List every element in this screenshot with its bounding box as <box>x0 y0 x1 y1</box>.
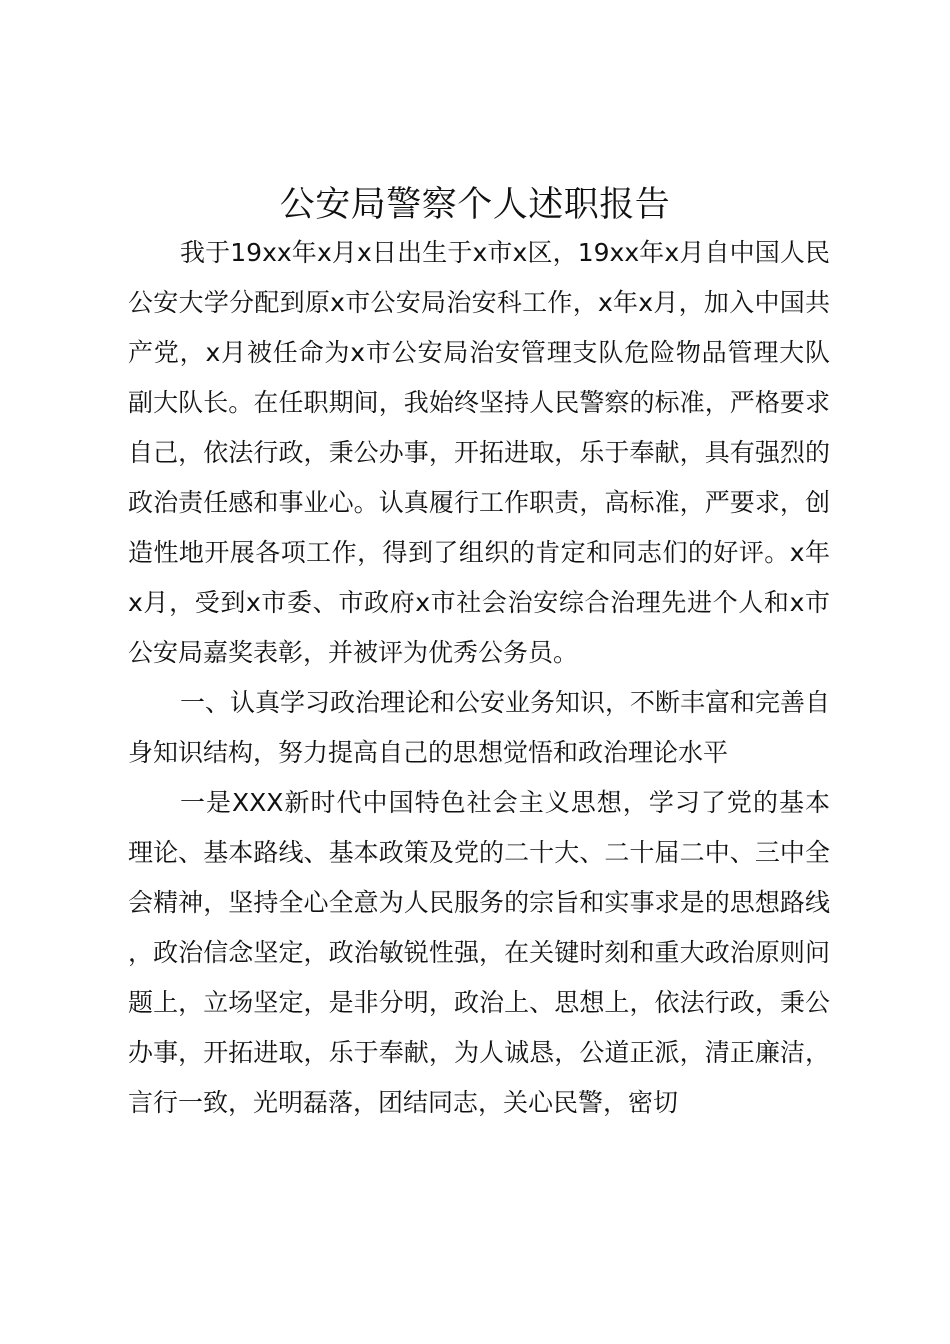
paragraph-section-1-point-1: 一是XXX新时代中国特色社会主义思想，学习了党的基本理论、基本路线、基本政策及党的二十大、二十届二中、三中全会精神，坚持全心全意为人民服务的宗旨和实事求是的思想路线，政治信念坚定，政治敏锐性强，在关键时刻和重大政治原则问题上，立场坚定，是非分明，政治上、思想上，依法行政，秉公办事，开拓进取，乐于奉献，为人诚恳，公道正派，清正廉洁，言行一致，光明磊落，团结同志，关心民警，密切 <box>128 788 830 1117</box>
section-heading-1: 一、认真学习政治理论和公安业务知识，不断丰富和完善自身知识结构，努力提高自己的思想觉悟和政治理论水平 <box>128 688 831 767</box>
document-title: 公安局警察个人述职报告 <box>279 185 671 225</box>
paragraph-intro: 我于19xx年x月x日出生于x市x区，19xx年x月自中国人民公安大学分配到原x市公安局治安科工作，x年x月，加入中国共产党，x月被任命为x市公安局治安管理支队危险物品管理大队副大队长。在任职期间，我始终坚持人民警察的标准，严格要求自己，依法行政，秉公办事，开拓进取，乐于奉献，具有强烈的政治责任感和事业心。认真履行工作职责，高标准，严要求，创造性地开展各项工作，得到了组织的肯定和同志们的好评。x年x月，受到x市委、市政府x市社会治安综合治理先进个人和x市公安局嘉奖表彰，并被评为优秀公务员。 <box>128 238 830 667</box>
document-body <box>128 228 830 1128</box>
